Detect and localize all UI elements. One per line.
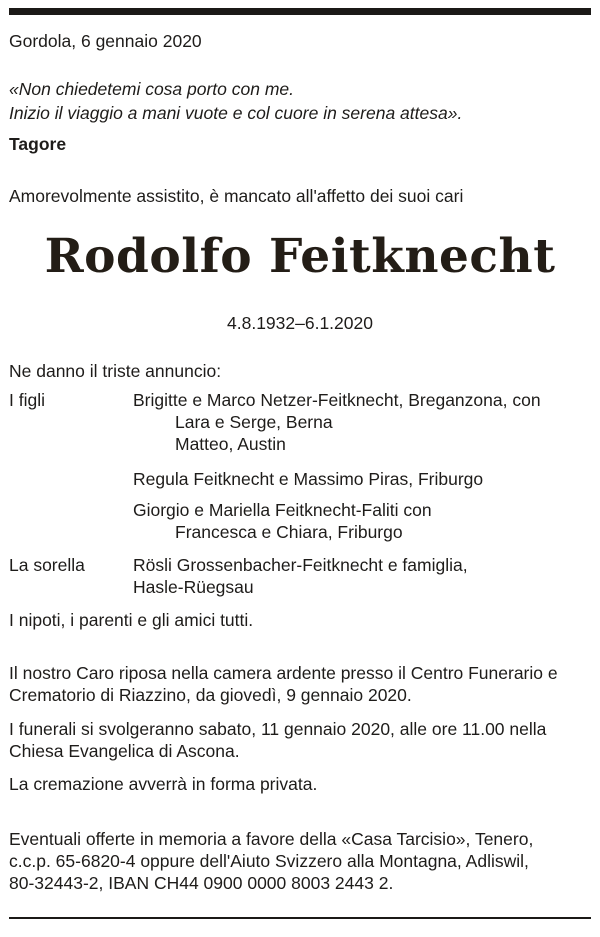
donation-line-3: 80-32443-2, IBAN CH44 0900 0000 8003 2443 2. (9, 873, 394, 893)
relative-sub: Hasle-Rüegsau (133, 577, 254, 597)
funeral-paragraph (9, 718, 546, 762)
relative-sub: Matteo, Austin (175, 434, 286, 454)
cremation-paragraph: La cremazione avverrà in forma privata. (9, 774, 318, 794)
quote (9, 77, 462, 125)
top-rule (9, 8, 591, 15)
viewing-line-1: Il nostro Caro riposa nella camera ardente presso il Centro Funerario e (9, 663, 558, 683)
relation-label-sister: La sorella (9, 555, 85, 575)
quote-line-2: Inizio il viaggio a mani vuote e col cuore in serena attesa». (9, 103, 463, 123)
announcement-heading: Ne danno il triste annuncio: (9, 361, 222, 381)
deceased-name: Rodolfo Feitknecht (44, 229, 556, 284)
relative-entry (133, 499, 432, 543)
quote-line-1: «Non chiedetemi cosa porto con me. (9, 79, 295, 99)
funeral-line-1: I funerali si svolgeranno sabato, 11 gennaio 2020, alle ore 11.00 nella (9, 719, 547, 739)
life-dates: 4.8.1932–6.1.2020 (227, 313, 373, 333)
bottom-rule (9, 917, 591, 919)
donation-paragraph (9, 828, 533, 894)
donation-line-2: c.c.p. 65-6820-4 oppure dell'Aiuto Svizzero alla Montagna, Adliswil, (9, 851, 529, 871)
relation-label-children: I figli (9, 390, 45, 410)
viewing-line-2: Crematorio di Riazzino, da giovedì, 9 gennaio 2020. (9, 685, 412, 705)
relative-entry (133, 468, 483, 490)
relative-sub: Lara e Serge, Berna (175, 412, 333, 432)
other-relatives: I nipoti, i parenti e gli amici tutti. (9, 610, 254, 630)
relative-main: Brigitte e Marco Netzer-Feitknecht, Breganzona, con (133, 390, 541, 410)
intro-text: Amorevolmente assistito, è mancato all'affetto dei suoi cari (9, 186, 464, 206)
place-date: Gordola, 6 gennaio 2020 (9, 31, 202, 51)
relative-main: Regula Feitknecht e Massimo Piras, Friburgo (133, 469, 484, 489)
relative-main: Rösli Grossenbacher-Feitknecht e famiglia, (133, 555, 468, 575)
funeral-line-2: Chiesa Evangelica di Ascona. (9, 741, 240, 761)
donation-line-1: Eventuali offerte in memoria a favore della «Casa Tarcisio», Tenero, (9, 829, 534, 849)
relative-main: Giorgio e Mariella Feitknecht-Faliti con (133, 500, 432, 520)
relative-entry (133, 389, 541, 455)
relative-sub: Francesca e Chiara, Friburgo (175, 522, 403, 542)
viewing-paragraph (9, 662, 558, 706)
quote-author: Tagore (9, 134, 67, 154)
relative-entry (133, 554, 468, 598)
